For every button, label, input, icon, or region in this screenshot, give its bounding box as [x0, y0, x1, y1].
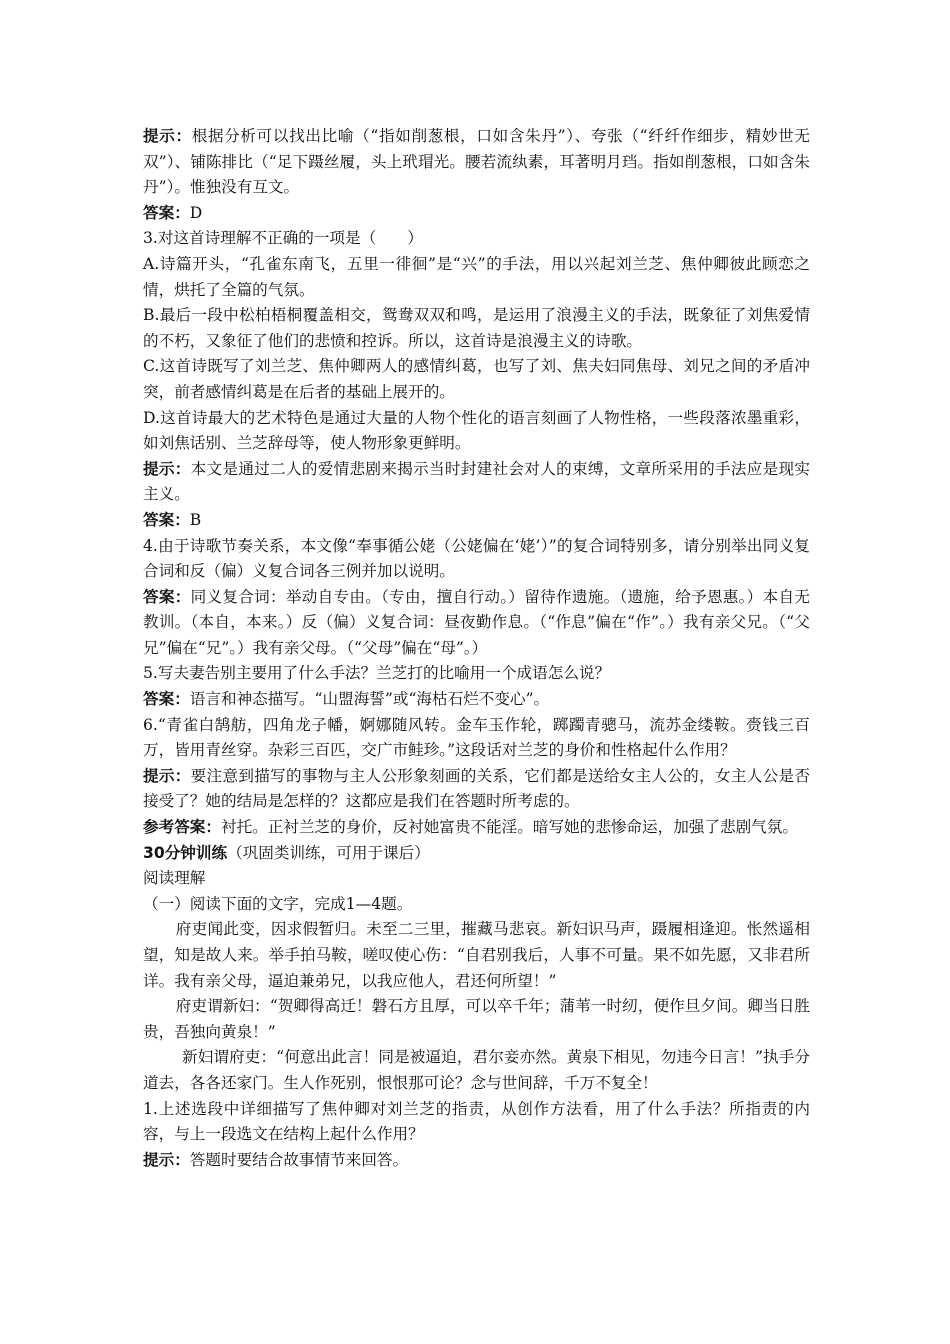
hint-text: 答题时要结合故事情节来回答。 [189, 1150, 409, 1169]
option-b: B.最后一段中松柏梧桐覆盖相交，鸳鸯双双和鸣，是运用了浪漫主义的手法，既象征了刘焦爱情的不朽，又象征了他们的悲愤和控诉。所以，这首诗是浪漫主义的诗歌。 [143, 306, 810, 350]
question-6: 6.“青雀白鹄舫，四角龙子幡，婀娜随风转。金车玉作轮，踯躅青骢马，流苏金缕鞍。赍钱三百万，皆用青丝穿。杂彩三百匹，交广市鲑珍。”这段话对兰芝的身价和性格起什么作用？ [143, 715, 810, 760]
answer-label: 答案： [143, 203, 190, 222]
question-1: 1.上述选段中详细描写了焦仲卿对刘兰芝的指责，从创作方法看，用了什么手法？所指责的内容，与上一段选文在结构上起什么作用？ [143, 1099, 810, 1144]
reference-answer-paragraph [143, 815, 810, 841]
hint-label: 提示： [143, 127, 192, 145]
hint-text: 根据分析可以找出比喻（“指如削葱根，口如含朱丹”）、夸张（“纤纤作细步，精妙世无双”）、铺陈排比（“足下蹑丝履，头上玳瑁光。腰若流纨素，耳著明月珰。指如削葱根，口如含朱丹”）。惟独没有互文。 [143, 127, 810, 197]
hint-label: 提示： [143, 766, 191, 785]
reading-heading: 阅读理解 [143, 869, 206, 888]
hint-text: 本文是通过二人的爱情悲剧来揭示当时封建社会对人的束缚，文章所采用的手法应是现实主义。 [143, 459, 810, 504]
hint-paragraph [143, 124, 810, 201]
reference-answer-text: 衬托。正衬兰芝的身价，反衬她富贵不能淫。暗写她的悲惨命运，加强了悲剧气氛。 [220, 818, 798, 837]
answer-paragraph [143, 585, 810, 662]
reference-answer-label: 参考答案： [143, 818, 221, 837]
section-title: 30分钟训练 [143, 843, 228, 862]
hint-paragraph [143, 764, 810, 815]
answer-paragraph [143, 201, 810, 227]
hint-text: 要注意到描写的事物与主人公形象刻画的关系，它们都是送给女主人公的，女主人公是否接受了？她的结局是怎样的？这都应是我们在答题时所考虑的。 [143, 766, 810, 811]
question-5: 5.写夫妻告别主要用了什么手法？兰芝打的比喻用一个成语怎么说？ [143, 664, 611, 683]
question-4: 4.由于诗歌节奏关系，本文像“奉事循公姥（公姥偏在‘姥’）”的复合词特别多，请分别举出同义复合词和反（偏）义复合词各三例并加以说明。 [143, 536, 810, 581]
answer-text: 同义复合词：举动自专由。（专由，擅自行动。）留待作遗施。（遗施，给予恩惠。）本自无教训。（本自，本来。）反（偏）义复合词：昼夜勤作息。（“作息”偏在“作”。）我有亲父兄。（“父兄”偏在“兄”。）我有亲父母。（“父母”偏在“母”。） [143, 587, 810, 657]
hint-label: 提示： [143, 1150, 190, 1169]
option-d: D.这首诗最大的艺术特色是通过大量的人物个性化的语言刻画了人物性格，一些段落浓墨重彩，如刘焦话别、兰芝辞母等，使人物形象更鲜明。 [143, 408, 810, 453]
option-c: C.这首诗既写了刘兰芝、焦仲卿两人的感情纠葛，也写了刘、焦夫妇同焦母、刘兄之间的矛盾冲突，前者感情纠葛是在后者的基础上展开的。 [143, 357, 810, 401]
answer-paragraph [143, 508, 810, 534]
hint-paragraph [143, 1148, 810, 1174]
hint-paragraph [143, 457, 810, 508]
passage-paragraph: 新妇谓府吏：“何意出此言！同是被逼迫，君尔妾亦然。黄泉下相见，勿违今日言！”执手分道去，各各还家门。生人作死别，恨恨那可论？念与世间辞，千万不复全！ [143, 1048, 810, 1092]
passage-intro: （一）阅读下面的文字，完成1—4题。 [143, 894, 413, 913]
hint-label: 提示： [143, 459, 191, 478]
answer-text: B [189, 510, 202, 529]
passage-paragraph: 府吏谓新妇：“贺卿得高迁！磐石方且厚，可以卒千年；蒲苇一时纫，便作旦夕间。卿当日胜贵，吾独向黄泉！” [143, 997, 810, 1041]
document-page [143, 124, 810, 1173]
section-heading [143, 841, 810, 867]
answer-text: 语言和神态描写。“山盟海誓”或“海枯石烂不变心”。 [189, 690, 550, 709]
section-note: （巩固类训练，可用于课后） [227, 843, 430, 862]
answer-text: D [189, 203, 203, 222]
answer-label: 答案： [143, 690, 190, 709]
question-3: 3.对这首诗理解不正确的一项是（ ） [143, 229, 423, 248]
answer-label: 答案： [143, 587, 191, 606]
answer-paragraph [143, 687, 810, 713]
option-a: A.诗篇开头，“孔雀东南飞，五里一徘徊”是“兴”的手法，用以兴起刘兰芝、焦仲卿彼此顾恋之情，烘托了全篇的气氛。 [143, 254, 810, 299]
passage-paragraph: 府吏闻此变，因求假暂归。未至二三里，摧藏马悲哀。新妇识马声，蹑履相逢迎。怅然遥相望，知是故人来。举手拍马鞍，嗟叹使心伤：“自君别我后，人事不可量。果不如先愿，又非君所详。我有亲父母，逼迫兼弟兄，以我应他人，君还何所望！” [143, 920, 810, 990]
answer-label: 答案： [143, 510, 190, 529]
